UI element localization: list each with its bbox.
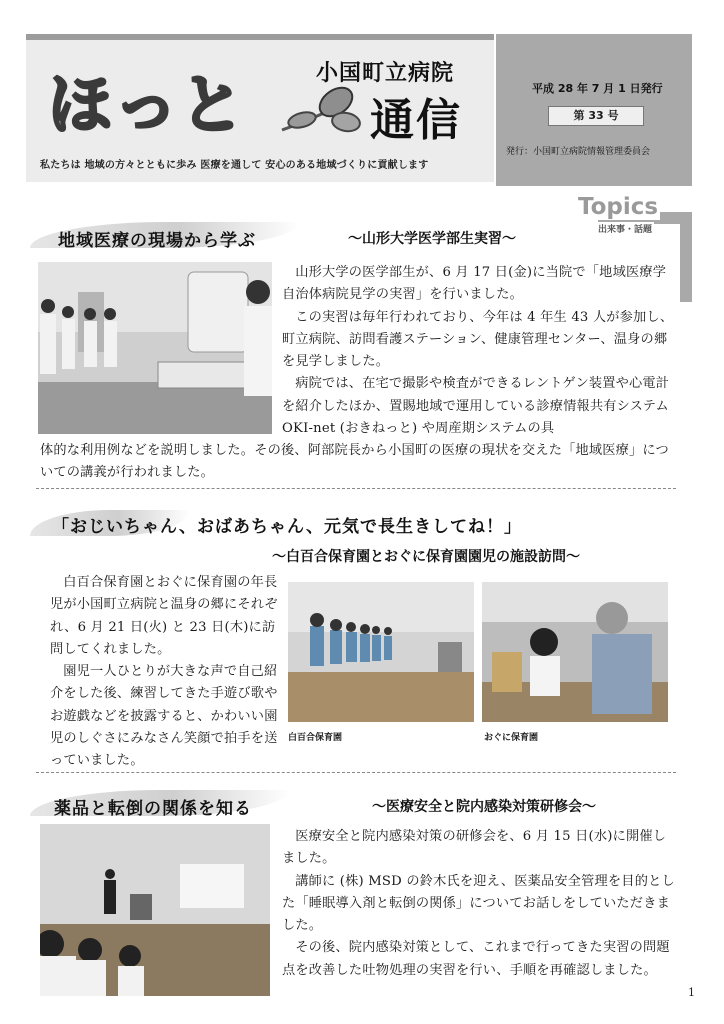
leaf-icon: [280, 80, 370, 136]
article-1-title: 地域医療の現場から学ぶ: [58, 231, 256, 251]
publisher: 発行：小国町立病院情報管理委員会: [506, 147, 651, 157]
paragraph: 医療安全と院内感染対策の研修会を、6 月 15 日(水)に開催しました。: [282, 829, 667, 867]
issue-date: 平成 28 年 7 月 1 日発行: [532, 82, 663, 95]
photo-safety-seminar: [40, 824, 270, 996]
article-2-body: [50, 572, 278, 773]
article-1-body-full: [40, 440, 680, 485]
section-divider: [36, 488, 676, 489]
page-number: 1: [688, 986, 695, 999]
section-divider: [36, 772, 676, 773]
photo-shirayuri-nursery: [288, 582, 474, 722]
paragraph: 山形大学の医学部生が、6 月 17 日(金)に当院で「地域医療学自治体病院見学の実習」を行いました。: [282, 265, 667, 303]
photo-caption: おぐに保育園: [484, 733, 539, 743]
paragraph: 病院では、在宅で撮影や検査ができるレントゲン装置や心電計を紹介したほか、置賜地域で運用している診療情報共有システム OKI-net (おきねっと) や周産期システムの具: [282, 376, 670, 437]
photo-student-training: [38, 262, 272, 434]
article-3-title: 薬品と転倒の関係を知る: [54, 799, 252, 819]
article-1-body-side: [282, 262, 678, 440]
newsletter-logo: ほっと: [48, 69, 246, 143]
article-1-subtitle: ～山形大学医学部生実習～: [348, 231, 516, 247]
topics-title: Topics: [578, 194, 659, 220]
paragraph: 体的な利用例などを説明しました。その後、阿部院長から小国町の医療の現状を交えた「地域医療」についての講義が行われました。: [40, 443, 669, 481]
paragraph: この実習は毎年行われており、今年は 4 年生 43 人が参加し、町立病院、訪問看護ステーション、健康管理センター、温身の郷を見学しました。: [282, 309, 674, 370]
paragraph: 白百合保育園とおぐに保育園の年長児が小国町立病院と温身の郷にそれぞれ、6 月 21 日(火) と 23 日(木)に訪問してくれました。: [50, 575, 278, 657]
paragraph: 講師に (株) MSD の鈴木氏を迎え、医薬品安全管理を目的とした「睡眠導入剤と転倒の関係」についてお話しをしていただきました。: [282, 873, 675, 934]
article-2-title: 「おじいちゃん、おばあちゃん、元気で長生きしてね！」: [52, 517, 523, 537]
topics-subtitle: 出来事・話題: [596, 222, 654, 235]
article-3-body: [282, 826, 678, 982]
newsletter-name: 通信: [370, 95, 462, 146]
topics-bracket-vertical: [680, 212, 692, 302]
issue-number-badge: 第 33 号: [548, 106, 644, 126]
photo-caption: 白百合保育園: [288, 733, 343, 743]
article-2-subtitle: ～白百合保育園とおぐに保育園園児の施設訪問～: [272, 549, 580, 565]
paragraph: 園児一人ひとりが大きな声で自己紹介をした後、練習してきた手遊び歌やお遊戯などを披露すると、かわいい園児のしぐさにみなさん笑顔で拍手を送っていました。: [50, 664, 278, 769]
hospital-name: 小国町立病院: [316, 61, 455, 86]
paragraph: その後、院内感染対策として、これまで行ってきた実習の問題点を改善した吐物処理の実習を行い、手順を再確認しました。: [282, 940, 670, 978]
tagline: 私たちは 地域の方々とともに歩み 医療を通して 安心のある地域づくりに貢献します: [40, 160, 429, 171]
photo-oguni-nursery: [482, 582, 668, 722]
article-3-subtitle: ～医療安全と院内感染対策研修会～: [372, 799, 596, 815]
